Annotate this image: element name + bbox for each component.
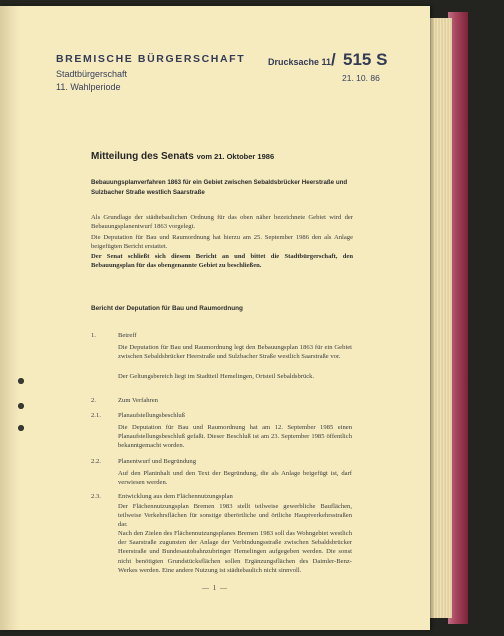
- drucksache-slash: /: [331, 50, 336, 69]
- document-title: [91, 151, 274, 162]
- section-2-3-number: 2.3.: [91, 493, 101, 500]
- header-organization: BREMISCHE BÜRGERSCHAFT: [56, 53, 246, 65]
- page-stack-edge: [428, 18, 452, 618]
- header-period: 11. Wahlperiode: [56, 82, 121, 92]
- intro-paragraph-3: Der Senat schließt sich diesem Bericht an und bittet die Stadtbürgerschaft, den Bebauungsplan für das obengenannte Gebiet zu beschließen.: [91, 253, 353, 270]
- section-2-1-heading: Planaufstellungsbeschluß: [118, 412, 186, 419]
- section-2-1-paragraph: Die Deputation für Bau und Raumordnung hat am 12. September 1985 einen Planaufstellungsbeschluß gefaßt. Dieser Beschluß ist am 23. September 1985 öffentlich bekanntgemacht worden.: [118, 424, 352, 450]
- section-2-heading: Zum Verfahren: [118, 397, 158, 404]
- section-2-3-paragraph-2: Nach den Zielen des Flächennutzungsplanes Bremen 1983 soll das Wohngebiet westlich der Saarstraße zugunsten der Anlage der Verbindungsstraße zwischen Sebaldsbrücker Heerstraße und Bundesautobahnzubringer Hemelingen aufgegeben werden. Die sonst nicht benötigten Grundstücksflächen sollen Ergänzungsflächen des Daimler-Benz-Werkes werden. Eine andere Nutzung ist städtebaulich nicht sinnvoll.: [118, 530, 352, 574]
- punch-hole: [18, 403, 24, 409]
- document-subject: Bebauungsplanverfahren 1863 für ein Gebiet zwischen Sebaldsbrücker Heerstraße und Sulzbacher Straße westlich Saarstraße: [91, 179, 348, 196]
- section-1-paragraph-1: Die Deputation für Bau und Raumordnung legt den Bebauungsplan 1863 für ein Gebiet zwischen Sebaldsbrücker Heerstraße und Sulzbacher Straße westlich Saarstraße vor.: [118, 344, 352, 361]
- intro-paragraph-2: Die Deputation für Bau und Raumordnung hat hierzu am 25. September 1986 den als Anlage beigefügten Bericht erstattet.: [91, 234, 353, 251]
- page-gutter-shadow: [0, 6, 20, 630]
- section-1-heading: Betreff: [118, 332, 137, 339]
- section-2-2-paragraph: Auf den Planinhalt und den Text der Begründung, die als Anlage beigefügt ist, darf verwiesen werden.: [118, 470, 352, 487]
- intro-paragraph-1: Als Grundlage der städtebaulichen Ordnung für das oben näher bezeichnete Gebiet wird der Bebauungsplanentwurf 1863 vorgelegt.: [91, 214, 353, 231]
- header-body: Stadtbürgerschaft: [56, 69, 128, 79]
- section-2-3-heading: Entwicklung aus dem Flächennutzungsplan: [118, 493, 233, 500]
- document-page: [0, 6, 430, 630]
- section-1-number: 1.: [91, 332, 96, 339]
- punch-hole: [18, 425, 24, 431]
- drucksache-number: 515 S: [343, 50, 388, 69]
- page-number: — 1 —: [202, 584, 228, 592]
- punch-hole: [18, 378, 24, 384]
- section-2-3-paragraph-1: Der Flächennutzungsplan Bremen 1983 stellt teilweise gewerbliche Bauflächen, teilweise Verkehrsflächen für sonstige überörtliche und örtliche Hauptverkehrsstraßen dar.: [118, 503, 352, 529]
- drucksache-date: 21. 10. 86: [342, 73, 380, 83]
- section-2-number: 2.: [91, 397, 96, 404]
- report-heading: Bericht der Deputation für Bau und Raumordnung: [91, 305, 243, 312]
- title-main: Mitteilung des Senats: [91, 151, 194, 162]
- section-2-1-number: 2.1.: [91, 412, 101, 419]
- section-1-paragraph-2: Der Geltungsbereich liegt im Stadtteil Hemelingen, Ortsteil Sebaldsbrück.: [118, 373, 315, 380]
- section-2-2-heading: Planentwurf und Begründung: [118, 458, 197, 465]
- section-2-2-number: 2.2.: [91, 458, 101, 465]
- drucksache-label: Drucksache 11: [268, 57, 332, 67]
- title-date: vom 21. Oktober 1986: [196, 152, 275, 161]
